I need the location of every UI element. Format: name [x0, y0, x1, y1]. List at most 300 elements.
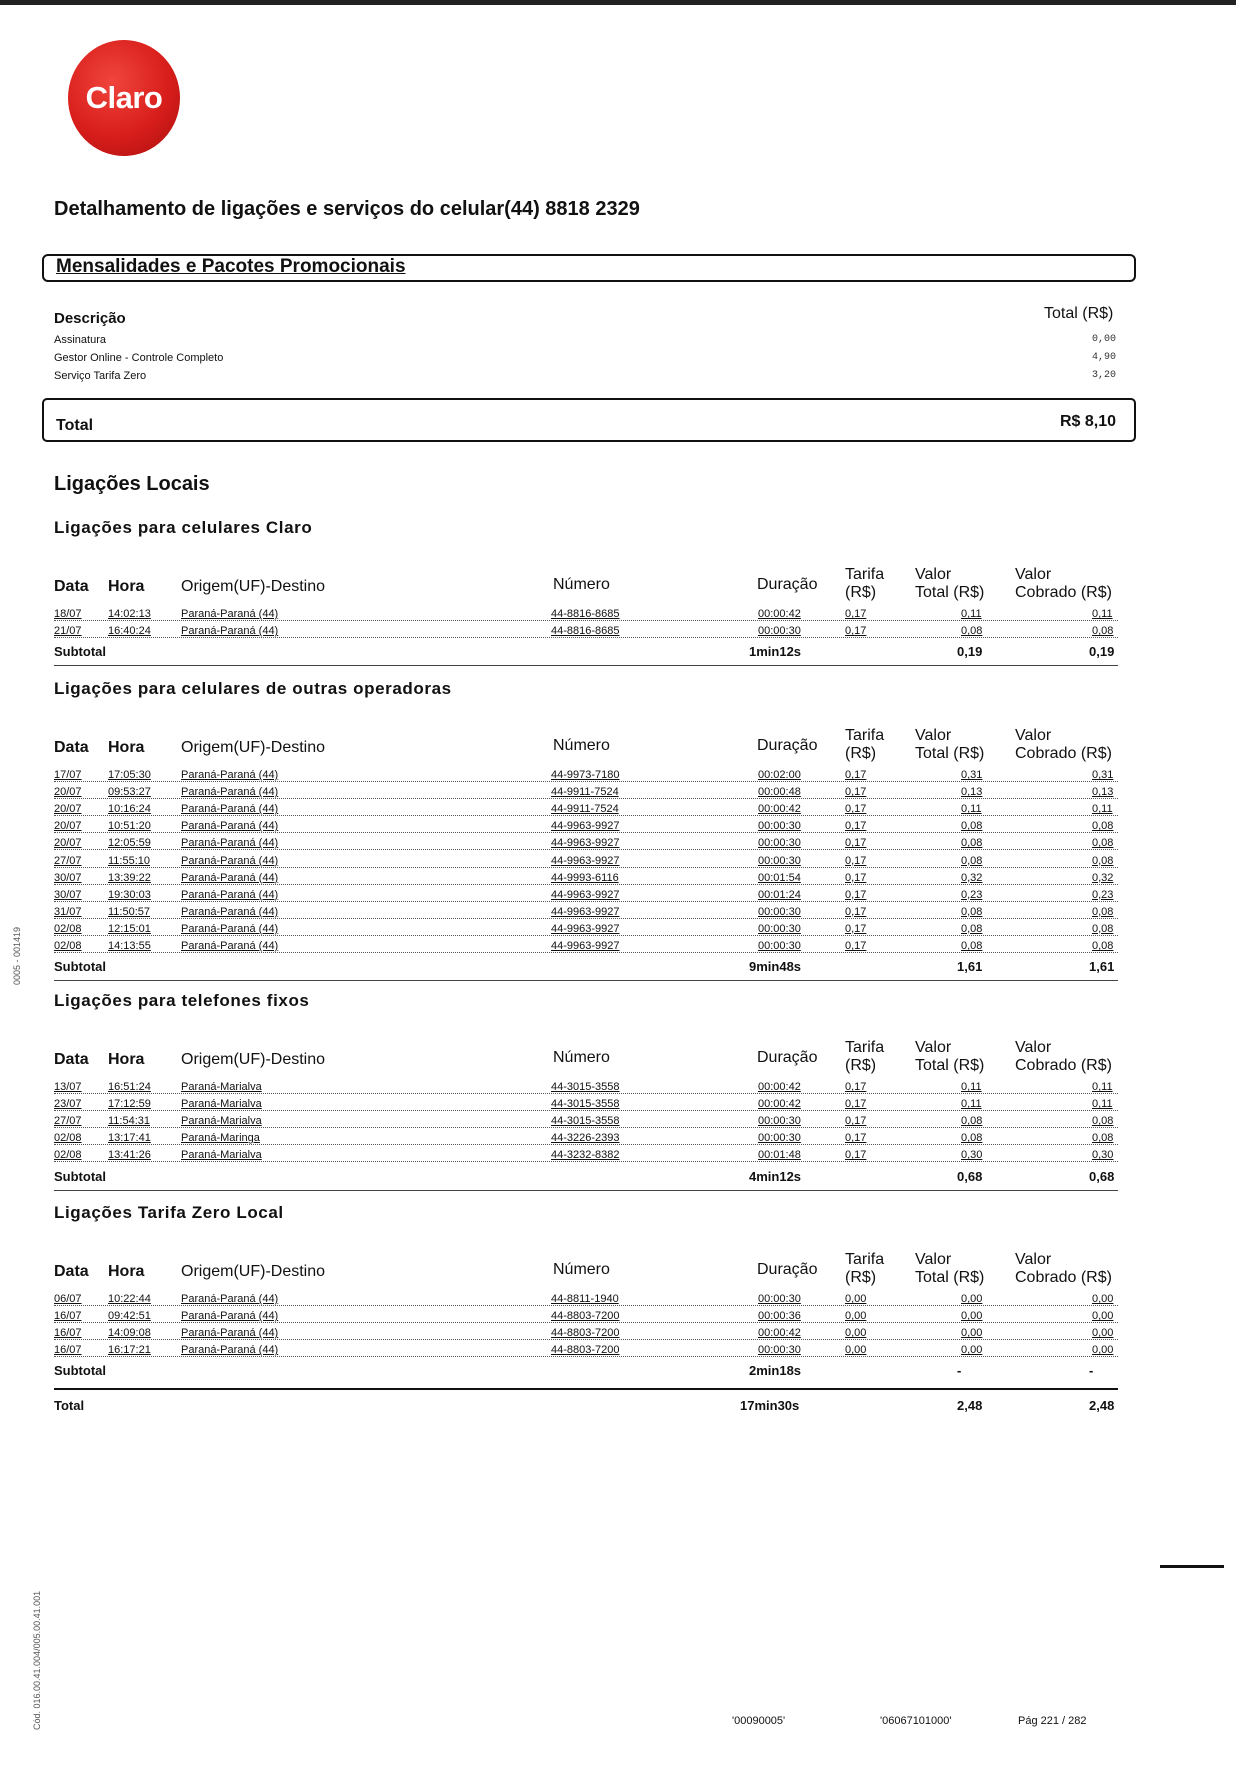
- cell-data: 02/08: [54, 1149, 82, 1162]
- descricao-header: Descrição: [54, 310, 126, 327]
- cell-vtotal: 0,00: [961, 1344, 983, 1357]
- cell-vcob: 0,08: [1092, 922, 1114, 935]
- mensalidade-label: Serviço Tarifa Zero: [54, 370, 147, 382]
- grand-total-divider: [54, 1388, 1118, 1390]
- cell-vtotal: 0,00: [961, 1310, 983, 1323]
- cell-vcob: 0,13: [1092, 786, 1114, 799]
- cell-tarifa: 0,17: [845, 871, 867, 884]
- dotted-leader: [54, 815, 1118, 816]
- col-valor-cobrado-unit: Cobrado (R$): [1015, 1057, 1112, 1074]
- col-data-header: Data: [54, 1051, 89, 1068]
- col-numero-header: Número: [553, 576, 610, 593]
- cell-hora: 12:05:59: [108, 837, 151, 850]
- col-hora-header: Hora: [108, 739, 145, 756]
- col-duracao-header: Duração: [757, 1049, 818, 1066]
- col-numero-header: Número: [553, 737, 610, 754]
- cell-origem: Paraná-Paraná (44): [181, 905, 279, 918]
- cell-tarifa: 0,17: [845, 922, 867, 935]
- cell-tarifa: 0,17: [845, 888, 867, 901]
- col-valor-total-unit: Total (R$): [915, 745, 985, 762]
- cell-vcob: 0,08: [1092, 1115, 1114, 1128]
- dotted-leader: [54, 637, 1118, 638]
- subtotal-row: [54, 1363, 1118, 1383]
- cell-tarifa: 0,17: [845, 1149, 867, 1162]
- cell-vtotal: 0,08: [961, 837, 983, 850]
- dotted-leader: [54, 1144, 1118, 1145]
- cell-duracao: 00:00:42: [758, 803, 801, 816]
- cell-vcob: 0,30: [1092, 1149, 1114, 1162]
- cell-data: 16/07: [54, 1344, 82, 1357]
- cell-data: 02/08: [54, 922, 82, 935]
- total-value: R$ 8,10: [1059, 413, 1116, 430]
- subtotal-vtotal: 0,19: [957, 644, 983, 660]
- cell-hora: 13:39:22: [108, 871, 151, 884]
- call-row: [54, 608, 1118, 624]
- call-row: [54, 769, 1118, 785]
- ligacoes-locais-heading: Ligações Locais: [54, 473, 210, 495]
- cell-vtotal: 0,00: [961, 1293, 983, 1305]
- col-duracao-header: Duração: [757, 1261, 818, 1278]
- cell-duracao: 00:00:48: [758, 786, 801, 799]
- call-row: [54, 1293, 1118, 1309]
- cell-origem: Paraná-Paraná (44): [181, 1293, 279, 1305]
- footer-code-1: '00090005': [732, 1715, 786, 1727]
- col-tarifa-unit: (R$): [845, 745, 877, 762]
- col-data-header: Data: [54, 739, 89, 756]
- cell-vtotal: 0,08: [961, 940, 983, 952]
- cell-hora: 17:05:30: [108, 769, 151, 781]
- col-valor-cobrado-header: Valor: [1015, 727, 1052, 744]
- subtotal-duracao: 4min12s: [749, 1168, 802, 1184]
- cell-tarifa: 0,17: [845, 820, 867, 833]
- cell-origem: Paraná-Paraná (44): [181, 888, 279, 901]
- call-row: [54, 1081, 1118, 1097]
- mensalidade-value: 3,20: [1091, 370, 1116, 381]
- cell-hora: 11:50:57: [108, 905, 151, 918]
- section-divider: [54, 665, 1118, 666]
- cell-vtotal: 0,31: [961, 769, 983, 781]
- call-row: [54, 923, 1118, 939]
- col-origem-header: Origem(UF)-Destino: [181, 578, 326, 595]
- cell-vtotal: 0,08: [961, 625, 983, 638]
- cell-numero: 44-9911-7524: [551, 803, 619, 816]
- cell-numero: 44-3015-3558: [551, 1081, 620, 1093]
- col-numero-header: Número: [553, 1261, 610, 1278]
- col-tarifa-header: Tarifa: [845, 1251, 885, 1268]
- cell-duracao: 00:00:30: [758, 1344, 801, 1357]
- col-tarifa-header: Tarifa: [845, 566, 885, 583]
- cell-numero: 44-9963-9927: [551, 888, 620, 901]
- mensalidade-label: Gestor Online - Controle Completo: [54, 352, 224, 364]
- cell-numero: 44-3015-3558: [551, 1098, 620, 1111]
- cell-tarifa: 0,17: [845, 1098, 867, 1111]
- dotted-leader: [54, 867, 1118, 868]
- cell-data: 06/07: [54, 1293, 82, 1305]
- cell-vtotal: 0,13: [961, 786, 983, 799]
- cell-data: 31/07: [54, 905, 82, 918]
- col-origem-header: Origem(UF)-Destino: [181, 739, 326, 756]
- side-batch-code: 0005 - 001419: [12, 926, 22, 985]
- dotted-leader: [54, 1322, 1118, 1323]
- dotted-leader: [54, 1305, 1118, 1306]
- cell-data: 27/07: [54, 1115, 82, 1128]
- cell-duracao: 00:00:30: [758, 820, 801, 833]
- cell-tarifa: 0,17: [845, 837, 867, 850]
- cell-data: 02/08: [54, 1132, 82, 1145]
- cell-hora: 09:42:51: [108, 1310, 151, 1323]
- col-valor-total-unit: Total (R$): [915, 584, 985, 601]
- col-tarifa-unit: (R$): [845, 1057, 877, 1074]
- call-row: [54, 625, 1118, 641]
- subtotal-vtotal: 0,68: [957, 1168, 983, 1184]
- cell-numero: 44-9973-7180: [551, 769, 620, 781]
- cell-numero: 44-9911-7524: [551, 786, 619, 799]
- subtotal-vcob: 1,61: [1089, 959, 1115, 975]
- call-row: [54, 889, 1118, 905]
- cell-duracao: 00:02:00: [758, 769, 801, 781]
- call-row: [54, 1310, 1118, 1326]
- col-data-header: Data: [54, 1263, 89, 1280]
- mensalidade-label: Assinatura: [54, 334, 106, 346]
- cell-numero: 44-3232-8382: [551, 1149, 620, 1162]
- cell-data: 17/07: [54, 769, 82, 781]
- cell-vcob: 0,00: [1092, 1327, 1114, 1340]
- cell-numero: 44-8816-8685: [551, 625, 620, 638]
- footer-code-2: '06067101000': [880, 1715, 952, 1727]
- cell-hora: 10:16:24: [108, 803, 151, 816]
- section-divider: [54, 1190, 1118, 1191]
- cell-vcob: 0,11: [1092, 608, 1113, 620]
- cell-vcob: 0,08: [1092, 820, 1114, 833]
- claro-logo: [68, 40, 180, 156]
- cell-numero: 44-8811-1940: [551, 1293, 619, 1305]
- col-valor-cobrado-unit: Cobrado (R$): [1015, 745, 1112, 762]
- cell-data: 16/07: [54, 1327, 82, 1340]
- col-valor-total-header: Valor: [915, 1251, 952, 1268]
- cell-tarifa: 0,17: [845, 854, 867, 867]
- call-row: [54, 803, 1118, 819]
- cell-data: 20/07: [54, 803, 82, 816]
- cell-data: 21/07: [54, 625, 82, 638]
- cell-hora: 11:54:31: [108, 1115, 151, 1128]
- cell-origem: Paraná-Paraná (44): [181, 837, 279, 850]
- margin-mark: [1160, 1565, 1224, 1568]
- cell-duracao: 00:00:30: [758, 922, 801, 935]
- subtotal-duracao: 1min12s: [749, 644, 802, 660]
- cell-tarifa: 0,00: [845, 1344, 867, 1357]
- cell-data: 16/07: [54, 1310, 82, 1323]
- mensalidade-value: 0,00: [1091, 334, 1116, 345]
- col-valor-cobrado-header: Valor: [1015, 1251, 1052, 1268]
- cell-duracao: 00:00:30: [758, 940, 801, 952]
- cell-data: 30/07: [54, 871, 82, 884]
- cell-origem: Paraná-Paraná (44): [181, 769, 279, 781]
- cell-tarifa: 0,17: [845, 1081, 867, 1093]
- col-tarifa-header: Tarifa: [845, 727, 885, 744]
- dotted-leader: [54, 1356, 1118, 1357]
- subtotal-vtotal: -: [957, 1363, 962, 1379]
- cell-origem: Paraná-Maringa: [181, 1132, 260, 1145]
- cell-origem: Paraná-Paraná (44): [181, 940, 279, 952]
- col-valor-cobrado-unit: Cobrado (R$): [1015, 1269, 1112, 1286]
- cell-numero: 44-9993-6116: [551, 871, 619, 884]
- cell-hora: 09:53:27: [108, 786, 151, 799]
- dotted-leader: [54, 884, 1118, 885]
- cell-hora: 16:40:24: [108, 625, 151, 638]
- cell-numero: 44-9963-9927: [551, 940, 620, 952]
- cell-duracao: 00:01:24: [758, 888, 801, 901]
- grand-total-duracao: 17min30s: [740, 1398, 800, 1413]
- call-row: [54, 1115, 1118, 1131]
- cell-data: 20/07: [54, 786, 82, 799]
- cell-vtotal: 0,30: [961, 1149, 983, 1162]
- mensalidades-title: Mensalidades e Pacotes Promocionais: [56, 256, 406, 277]
- cell-vtotal: 0,11: [961, 1081, 982, 1093]
- col-hora-header: Hora: [108, 1051, 145, 1068]
- section-divider: [54, 980, 1118, 981]
- cell-hora: 16:17:21: [108, 1344, 151, 1357]
- dotted-leader: [54, 1161, 1118, 1162]
- cell-vtotal: 0,11: [961, 803, 982, 816]
- cell-numero: 44-8803-7200: [551, 1344, 620, 1357]
- section-title: Ligações para celulares Claro: [54, 518, 313, 537]
- subtotal-vcob: 0,19: [1089, 644, 1115, 660]
- cell-origem: Paraná-Paraná (44): [181, 608, 279, 620]
- call-row: [54, 940, 1118, 956]
- cell-origem: Paraná-Paraná (44): [181, 625, 279, 638]
- section-title: Ligações Tarifa Zero Local: [54, 1203, 284, 1222]
- dotted-leader: [54, 1110, 1118, 1111]
- cell-numero: 44-9963-9927: [551, 837, 620, 850]
- col-tarifa-unit: (R$): [845, 1269, 877, 1286]
- cell-tarifa: 0,17: [845, 905, 867, 918]
- col-origem-header: Origem(UF)-Destino: [181, 1263, 326, 1280]
- call-row: [54, 1327, 1118, 1343]
- dotted-leader: [54, 781, 1118, 782]
- cell-vcob: 0,11: [1092, 803, 1113, 816]
- subtotal-duracao: 9min48s: [749, 959, 802, 975]
- col-valor-cobrado-header: Valor: [1015, 1039, 1052, 1056]
- subtotal-row: [54, 644, 1118, 664]
- cell-numero: 44-8816-8685: [551, 608, 620, 620]
- cell-duracao: 00:01:54: [758, 871, 801, 884]
- subtotal-label: Subtotal: [54, 1168, 106, 1184]
- cell-numero: 44-8803-7200: [551, 1327, 620, 1340]
- col-duracao-header: Duração: [757, 576, 818, 593]
- cell-hora: 14:13:55: [108, 940, 151, 952]
- cell-hora: 16:51:24: [108, 1081, 151, 1093]
- cell-origem: Paraná-Marialva: [181, 1081, 262, 1093]
- cell-vcob: 0,11: [1092, 1081, 1113, 1093]
- dotted-leader: [54, 1339, 1118, 1340]
- cell-hora: 14:02:13: [108, 608, 151, 620]
- total-rs-header: Total (R$): [1044, 305, 1114, 322]
- subtotal-duracao: 2min18s: [749, 1363, 802, 1379]
- cell-data: 23/07: [54, 1098, 82, 1111]
- cell-vcob: 0,00: [1092, 1293, 1114, 1305]
- total-label: Total: [56, 417, 94, 434]
- call-row: [54, 786, 1118, 802]
- cell-origem: Paraná-Paraná (44): [181, 786, 279, 799]
- cell-origem: Paraná-Paraná (44): [181, 1327, 279, 1340]
- cell-duracao: 00:00:30: [758, 1293, 801, 1305]
- cell-hora: 11:55:10: [108, 854, 151, 867]
- cell-data: 27/07: [54, 854, 82, 867]
- subtotal-row: [54, 1169, 1118, 1189]
- col-valor-total-unit: Total (R$): [915, 1057, 985, 1074]
- dotted-leader: [54, 952, 1118, 953]
- col-hora-header: Hora: [108, 1263, 145, 1280]
- cell-vcob: 0,31: [1092, 769, 1114, 781]
- subtotal-label: Subtotal: [54, 1363, 106, 1379]
- subtotal-row: [54, 959, 1118, 979]
- cell-hora: 17:12:59: [108, 1098, 151, 1111]
- call-row: [54, 872, 1118, 888]
- cell-origem: Paraná-Paraná (44): [181, 1344, 279, 1357]
- page-number: Pág 221 / 282: [1018, 1715, 1087, 1727]
- cell-origem: Paraná-Paraná (44): [181, 1310, 279, 1323]
- cell-vcob: 0,08: [1092, 940, 1114, 952]
- cell-vcob: 0,08: [1092, 1132, 1114, 1145]
- cell-origem: Paraná-Paraná (44): [181, 803, 279, 816]
- cell-hora: 14:09:08: [108, 1327, 151, 1340]
- cell-duracao: 00:01:48: [758, 1149, 801, 1162]
- col-hora-header: Hora: [108, 578, 145, 595]
- cell-vcob: 0,32: [1092, 871, 1114, 884]
- cell-vtotal: 0,23: [961, 888, 983, 901]
- cell-numero: 44-3015-3558: [551, 1115, 620, 1128]
- cell-duracao: 00:00:30: [758, 905, 801, 918]
- cell-origem: Paraná-Marialva: [181, 1115, 262, 1128]
- cell-vcob: 0,08: [1092, 905, 1114, 918]
- grand-total-label: Total: [54, 1398, 85, 1413]
- cell-tarifa: 0,17: [845, 1115, 867, 1128]
- cell-tarifa: 0,17: [845, 625, 867, 638]
- cell-duracao: 00:00:30: [758, 1115, 801, 1128]
- grand-total-row: [54, 1398, 1118, 1418]
- cell-vcob: 0,00: [1092, 1344, 1114, 1357]
- top-border: [0, 0, 1236, 5]
- call-row: [54, 1098, 1118, 1114]
- col-valor-cobrado-header: Valor: [1015, 566, 1052, 583]
- dotted-leader: [54, 935, 1118, 936]
- cell-vtotal: 0,08: [961, 922, 983, 935]
- mensalidade-value: 4,90: [1091, 352, 1116, 363]
- dotted-leader: [54, 620, 1118, 621]
- dotted-leader: [54, 1127, 1118, 1128]
- cell-data: 02/08: [54, 940, 82, 952]
- cell-duracao: 00:00:30: [758, 837, 801, 850]
- cell-origem: Paraná-Paraná (44): [181, 854, 279, 867]
- cell-tarifa: 0,00: [845, 1310, 867, 1323]
- cell-numero: 44-9963-9927: [551, 854, 620, 867]
- cell-tarifa: 0,17: [845, 1132, 867, 1145]
- col-duracao-header: Duração: [757, 737, 818, 754]
- cell-origem: Paraná-Marialva: [181, 1149, 262, 1162]
- cell-vcob: 0,00: [1092, 1310, 1114, 1323]
- cell-duracao: 00:00:30: [758, 1132, 801, 1145]
- dotted-leader: [54, 849, 1118, 850]
- col-valor-total-header: Valor: [915, 1039, 952, 1056]
- subtotal-label: Subtotal: [54, 959, 106, 975]
- col-valor-total-unit: Total (R$): [915, 1269, 985, 1286]
- cell-duracao: 00:00:30: [758, 625, 801, 638]
- cell-origem: Paraná-Paraná (44): [181, 820, 279, 833]
- col-origem-header: Origem(UF)-Destino: [181, 1051, 326, 1068]
- cell-numero: 44-9963-9927: [551, 922, 620, 935]
- cell-data: 13/07: [54, 1081, 82, 1093]
- dotted-leader: [54, 1093, 1118, 1094]
- mensalidades-header: [42, 254, 1136, 282]
- cell-duracao: 00:00:30: [758, 854, 801, 867]
- dotted-leader: [54, 918, 1118, 919]
- subtotal-vtotal: 1,61: [957, 959, 983, 975]
- cell-hora: 12:15:01: [108, 922, 151, 935]
- cell-numero: 44-9963-9927: [551, 820, 620, 833]
- cell-numero: 44-3226-2393: [551, 1132, 620, 1145]
- call-row: [54, 1132, 1118, 1148]
- col-valor-total-header: Valor: [915, 727, 952, 744]
- cell-origem: Paraná-Paraná (44): [181, 922, 279, 935]
- section-title: Ligações para celulares de outras operadoras: [54, 679, 452, 698]
- call-row: [54, 906, 1118, 922]
- dotted-leader: [54, 832, 1118, 833]
- cell-tarifa: 0,17: [845, 769, 867, 781]
- dotted-leader: [54, 798, 1118, 799]
- section-title: Ligações para telefones fixos: [54, 991, 310, 1010]
- grand-total-vcob: 2,48: [1089, 1398, 1115, 1413]
- cell-vcob: 0,23: [1092, 888, 1114, 901]
- call-row: [54, 1149, 1118, 1165]
- mensalidades-total-box: [42, 398, 1136, 442]
- cell-vtotal: 0,08: [961, 854, 983, 867]
- cell-hora: 10:51:20: [108, 820, 151, 833]
- cell-data: 18/07: [54, 608, 82, 620]
- cell-duracao: 00:00:42: [758, 608, 801, 620]
- cell-numero: 44-8803-7200: [551, 1310, 620, 1323]
- brand-text: Claro: [85, 80, 163, 115]
- col-valor-total-header: Valor: [915, 566, 952, 583]
- call-row: [54, 837, 1118, 853]
- cell-hora: 19:30:03: [108, 888, 151, 901]
- cell-vtotal: 0,32: [961, 871, 983, 884]
- col-tarifa-header: Tarifa: [845, 1039, 885, 1056]
- cell-data: 30/07: [54, 888, 82, 901]
- cell-duracao: 00:00:42: [758, 1098, 801, 1111]
- cell-tarifa: 0,17: [845, 608, 867, 620]
- call-row: [54, 820, 1118, 836]
- cell-vtotal: 0,08: [961, 1132, 983, 1145]
- col-valor-cobrado-unit: Cobrado (R$): [1015, 584, 1112, 601]
- cell-vcob: 0,08: [1092, 854, 1114, 867]
- cell-origem: Paraná-Marialva: [181, 1098, 262, 1111]
- cell-tarifa: 0,00: [845, 1327, 867, 1340]
- cell-data: 20/07: [54, 837, 82, 850]
- dotted-leader: [54, 901, 1118, 902]
- call-row: [54, 1344, 1118, 1360]
- subtotal-label: Subtotal: [54, 644, 106, 660]
- cell-vtotal: 0,11: [961, 608, 982, 620]
- cell-data: 20/07: [54, 820, 82, 833]
- col-tarifa-unit: (R$): [845, 584, 877, 601]
- cell-duracao: 00:00:36: [758, 1310, 801, 1323]
- col-numero-header: Número: [553, 1049, 610, 1066]
- cell-vtotal: 0,08: [961, 1115, 983, 1128]
- cell-vtotal: 0,08: [961, 820, 983, 833]
- cell-tarifa: 0,17: [845, 786, 867, 799]
- cell-tarifa: 0,17: [845, 803, 867, 816]
- cell-vcob: 0,08: [1092, 837, 1114, 850]
